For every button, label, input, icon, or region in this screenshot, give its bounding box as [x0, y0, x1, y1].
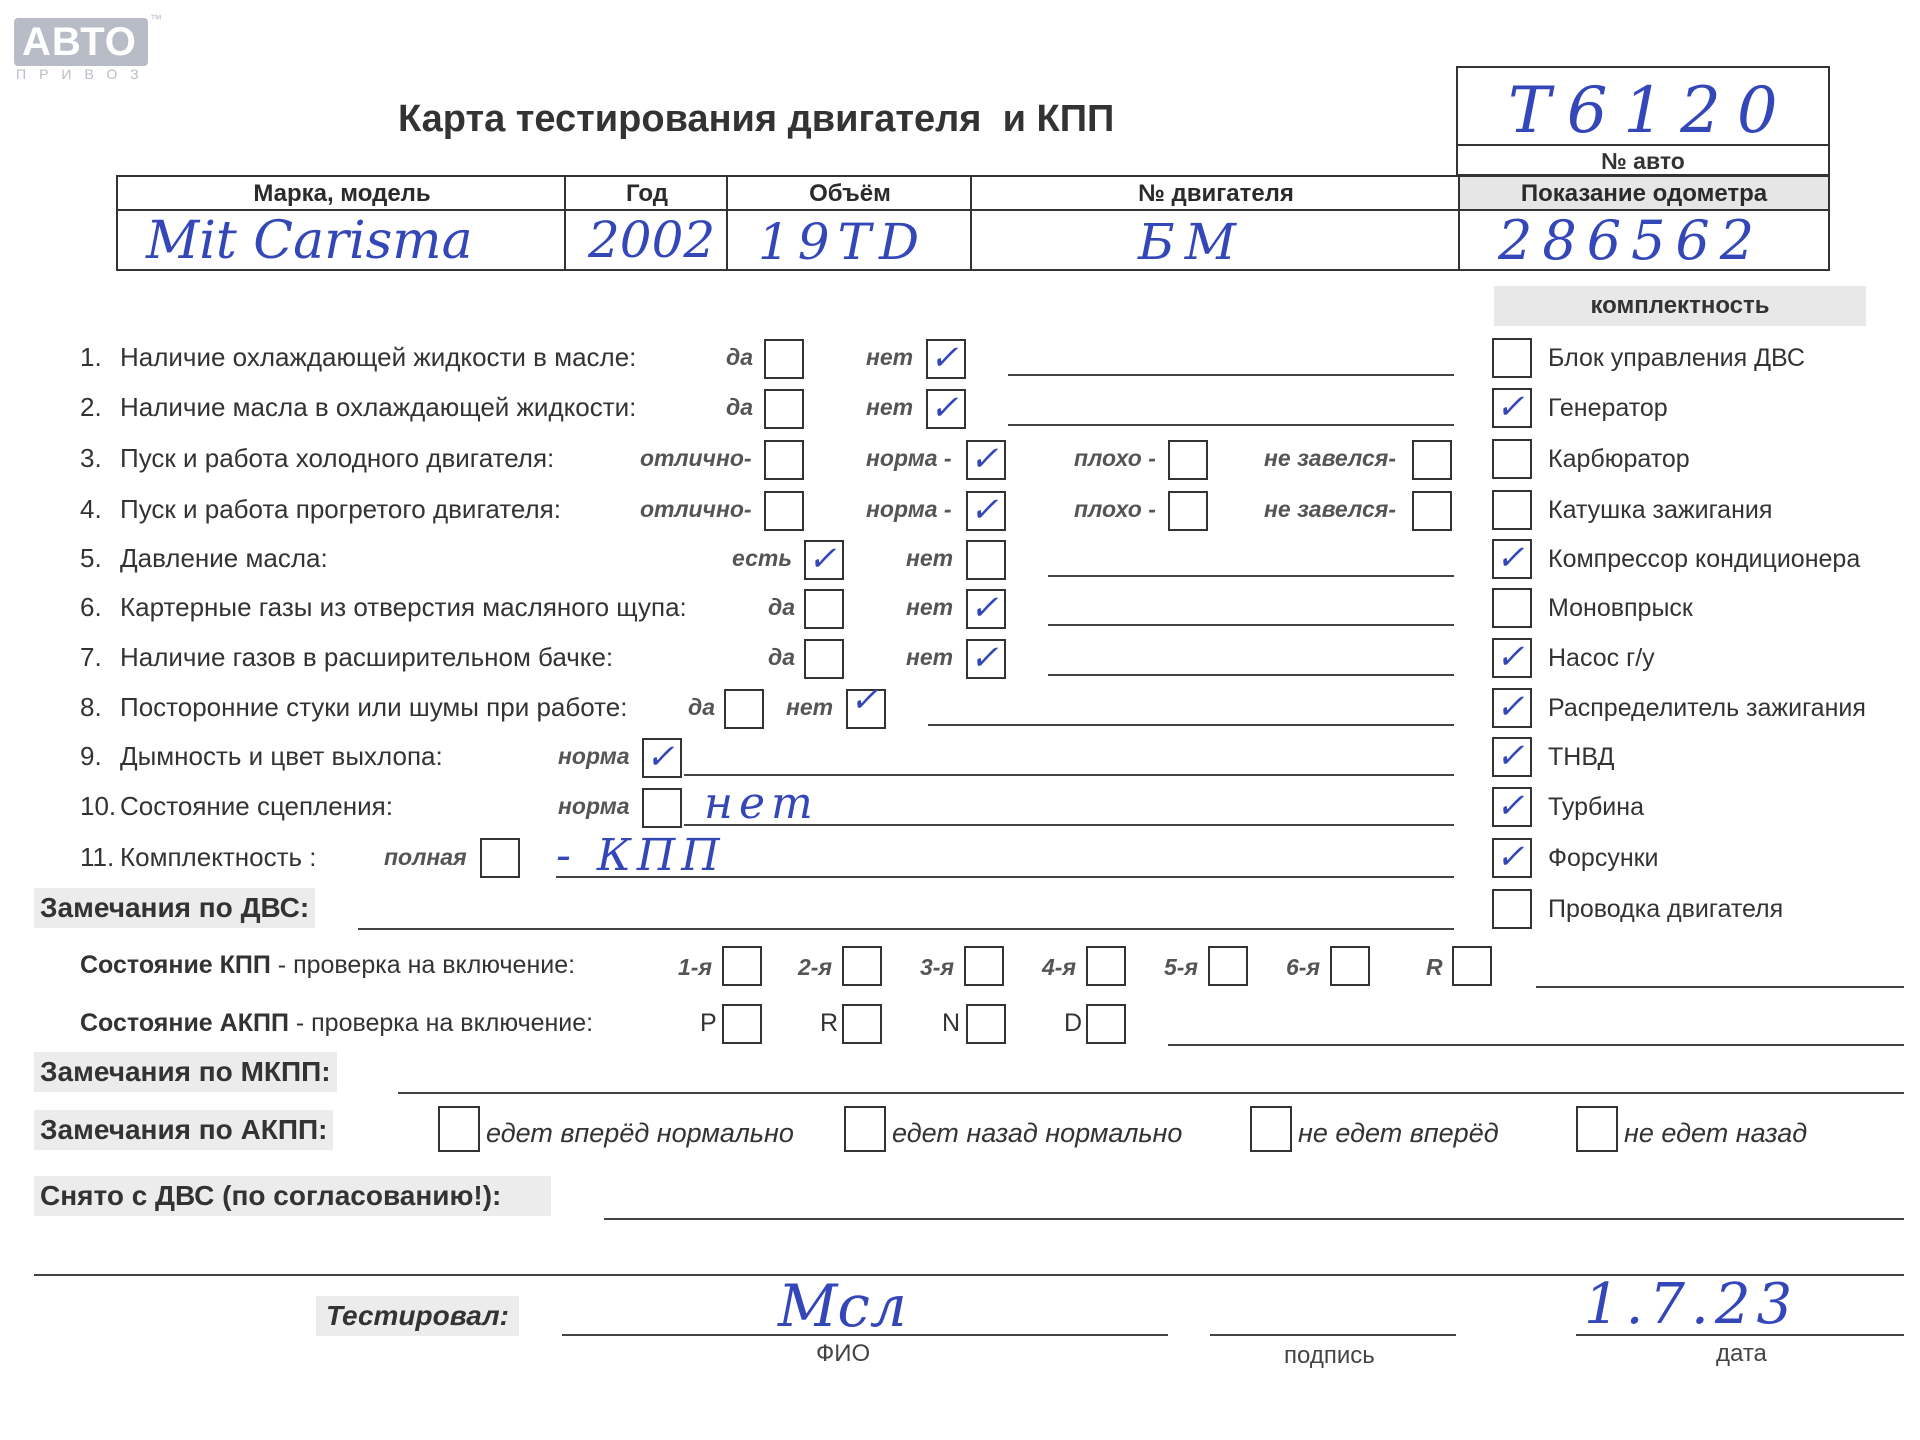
question-4-number: 4. [80, 494, 102, 524]
akpp-mode-p-label: P [700, 1009, 717, 1037]
question-11-full-checkbox[interactable] [480, 838, 520, 878]
akpp-mode-r-checkbox[interactable] [842, 1004, 882, 1044]
question-1-note-line [1008, 374, 1454, 376]
comp-label-6: Моновпрыск [1548, 594, 1693, 622]
akpp-forward-ok-label: едет вперёд нормально [486, 1118, 794, 1148]
question-2-note-line [1008, 424, 1454, 426]
question-2-yes-checkbox[interactable] [764, 389, 804, 429]
question-6-no-checkbox[interactable] [966, 589, 1006, 629]
question-5-number: 5. [80, 543, 102, 573]
check-mark: ✓ [1496, 637, 1525, 677]
kpp-gear-r-label: R [1426, 954, 1443, 980]
header-table [116, 175, 1830, 271]
akpp-no-backward-checkbox[interactable] [1576, 1106, 1618, 1152]
question-5-text: Давление масла: [120, 543, 328, 573]
remarks-mkpp-line [398, 1092, 1904, 1094]
odometer-value: 286562 [1498, 209, 1765, 272]
kpp-gear-6-checkbox[interactable] [1330, 946, 1370, 986]
question-4-nostart-label: не завелся- [1264, 496, 1396, 522]
question-7-text: Наличие газов в расширительном бачке: [120, 642, 614, 672]
logo-main-text: АВТО [22, 20, 137, 64]
check-mark: ✓ [930, 388, 959, 428]
check-mark: ✓ [930, 338, 959, 378]
question-4-normal-label: норма - [866, 496, 952, 522]
question-7-no-checkbox[interactable] [966, 639, 1006, 679]
kpp-gear-3-label: 3-я [920, 954, 954, 980]
kpp-gear-5-checkbox[interactable] [1208, 946, 1248, 986]
akpp-backward-ok-checkbox[interactable] [844, 1106, 886, 1152]
question-11-text: Комплектность : [120, 842, 317, 872]
kpp-gear-1-label: 1-я [678, 954, 712, 980]
comp-label-12: Проводка двигателя [1548, 895, 1784, 923]
akpp-mode-d-label: D [1064, 1009, 1083, 1037]
question-3-bad-label: плохо - [1074, 445, 1156, 471]
date-caption: дата [1716, 1340, 1767, 1367]
logo-sub-text: ПРИВОЗ [16, 66, 152, 82]
comp-label-4: Катушка зажигания [1548, 496, 1773, 524]
comp-label-11: Форсунки [1548, 844, 1659, 872]
comp-label-5: Компрессор кондиционера [1548, 545, 1861, 573]
comp-checkbox-6[interactable] [1492, 588, 1532, 628]
question-3-number: 3. [80, 443, 102, 473]
check-mark: ✓ [970, 638, 999, 678]
removed-line [604, 1218, 1904, 1220]
question-10-number: 10. [80, 791, 117, 821]
question-8-no-label: нет [786, 694, 834, 720]
question-9-number: 9. [80, 741, 102, 771]
question-6-yes-checkbox[interactable] [804, 589, 844, 629]
remarks-mkpp-label: Замечания по МКПП: [34, 1052, 337, 1092]
car-number-value: T6120 [1508, 74, 1794, 148]
comp-checkbox-10[interactable] [1492, 787, 1532, 827]
question-5-yes-label: есть [732, 545, 792, 571]
question-2-yes-label: да [726, 394, 754, 420]
date-line [1576, 1334, 1904, 1336]
comp-label-7: Насос г/у [1548, 644, 1655, 672]
question-2-text: Наличие масла в охлаждающей жидкости: [120, 392, 637, 422]
question-7-note-line [1048, 674, 1454, 676]
question-9-normal-label: норма [558, 743, 630, 769]
question-2-no-label: нет [866, 394, 914, 420]
header-year-label: Год [626, 180, 668, 207]
date-value: 1.7.23 [1584, 1272, 1799, 1337]
question-4-nostart-checkbox[interactable] [1412, 491, 1452, 531]
question-4-excellent-label: отлично- [640, 496, 752, 522]
question-11-number: 11. [80, 842, 115, 872]
question-8-yes-label: да [688, 694, 716, 720]
question-4-bad-label: плохо - [1074, 496, 1156, 522]
comp-label-8: Распределитель зажигания [1548, 694, 1866, 722]
question-5-yes-checkbox[interactable] [804, 540, 844, 580]
check-mark: ✓ [808, 539, 837, 579]
question-3-text: Пуск и работа холодного двигателя: [120, 443, 555, 473]
question-7-number: 7. [80, 642, 102, 672]
year-value: 2002 [588, 211, 716, 269]
question-8-number: 8. [80, 692, 102, 722]
remarks-akpp-label: Замечания по АКПП: [34, 1110, 333, 1150]
kpp-gear-2-checkbox[interactable] [842, 946, 882, 986]
fio-caption: ФИО [816, 1340, 871, 1367]
kpp-gear-4-checkbox[interactable] [1086, 946, 1126, 986]
akpp-mode-d-checkbox[interactable] [1086, 1004, 1126, 1044]
akpp-label-bold: Состояние АКПП [80, 1009, 289, 1037]
car-number-box [1456, 66, 1830, 176]
question-3-excellent-checkbox[interactable] [764, 440, 804, 480]
header-odometer-label: Показание одометра [1520, 180, 1768, 207]
question-1-yes-label: да [726, 344, 754, 370]
question-5-note-line [1048, 575, 1454, 577]
question-1-number: 1. [80, 342, 102, 372]
model-value: Mit Carisma [146, 211, 473, 271]
volume-value: 19TD [758, 213, 928, 271]
question-6-text: Картерные газы из отверстия масляного щупа: [120, 592, 687, 622]
question-7-yes-checkbox[interactable] [804, 639, 844, 679]
check-mark: ✓ [970, 439, 999, 479]
check-mark: ✓ [970, 490, 999, 530]
question-3-normal-checkbox[interactable] [966, 440, 1006, 480]
check-mark: ✓ [970, 588, 999, 628]
comp-label-10: Турбина [1548, 793, 1644, 821]
akpp-note-line [1168, 1044, 1904, 1046]
comp-checkbox-3[interactable] [1492, 439, 1532, 479]
question-2-number: 2. [80, 392, 102, 422]
remarks-dvs-line [358, 928, 1454, 930]
question-1-text: Наличие охлаждающей жидкости в масле: [120, 342, 637, 372]
question-6-number: 6. [80, 592, 102, 622]
question-11-note: - КПП [556, 830, 726, 881]
kpp-gear-2-label: 2-я [798, 954, 832, 980]
comp-label-1: Блок управления ДВС [1548, 344, 1805, 372]
question-1-no-checkbox[interactable] [926, 339, 966, 379]
comp-checkbox-4[interactable] [1492, 490, 1532, 530]
remarks-dvs-label: Замечания по ДВС: [34, 888, 315, 928]
question-9-normal-checkbox[interactable] [642, 738, 682, 778]
question-10-normal-label: норма [558, 793, 630, 819]
akpp-backward-ok-label: едет назад нормально [892, 1118, 1183, 1148]
kpp-gear-1-checkbox[interactable] [722, 946, 762, 986]
comp-checkbox-5[interactable] [1492, 539, 1532, 579]
logo [14, 18, 148, 66]
comp-checkbox-8[interactable] [1492, 688, 1532, 728]
question-11-full-label: полная [384, 844, 467, 870]
comp-checkbox-1[interactable] [1492, 338, 1532, 378]
akpp-mode-p-checkbox[interactable] [722, 1004, 762, 1044]
kpp-gear-4-label: 4-я [1042, 954, 1076, 980]
comp-checkbox-2[interactable] [1492, 388, 1532, 428]
question-10-normal-checkbox[interactable] [642, 788, 682, 828]
akpp-no-forward-label: не едет вперёд [1298, 1118, 1499, 1148]
question-10-note-line [684, 824, 1454, 826]
question-9-text: Дымность и цвет выхлопа: [120, 741, 443, 771]
question-8-note-line [928, 724, 1454, 726]
question-6-yes-label: да [768, 594, 796, 620]
question-7-yes-label: да [768, 644, 796, 670]
question-4-text: Пуск и работа прогретого двигателя: [120, 494, 561, 524]
question-8-no-checkbox[interactable] [846, 680, 886, 729]
kpp-gear-6-label: 6-я [1286, 954, 1320, 980]
car-number-label: № авто [1601, 148, 1685, 174]
check-mark: ✓ [1496, 538, 1525, 578]
logo-tm: ™ [150, 12, 162, 26]
akpp-label [80, 1009, 593, 1038]
question-10-note: нет [704, 778, 819, 829]
akpp-forward-ok-checkbox[interactable] [438, 1106, 480, 1152]
header-model-label: Марка, модель [253, 180, 431, 207]
kpp-label-rest: - проверка на включение: [270, 951, 576, 979]
header-engine-label: № двигателя [1138, 180, 1294, 207]
kpp-label-bold: Состояние КПП [80, 951, 271, 979]
question-3-nostart-label: не завелся- [1264, 445, 1396, 471]
question-3-excellent-label: отлично- [640, 445, 752, 471]
question-4-excellent-checkbox[interactable] [764, 491, 804, 531]
question-8-yes-checkbox[interactable] [724, 689, 764, 729]
comp-checkbox-11[interactable] [1492, 838, 1532, 878]
question-2-no-checkbox[interactable] [926, 389, 966, 429]
kpp-gear-5-label: 5-я [1164, 954, 1198, 980]
question-3-nostart-checkbox[interactable] [1412, 440, 1452, 480]
question-9-note-line [684, 774, 1454, 776]
question-8-text: Посторонние стуки или шумы при работе: [120, 692, 628, 722]
tested-label: Тестировал: [316, 1296, 519, 1336]
comp-checkbox-12[interactable] [1492, 889, 1532, 929]
comp-checkbox-9[interactable] [1492, 737, 1532, 777]
header-volume-label: Объём [809, 180, 891, 207]
question-6-no-label: нет [906, 594, 954, 620]
check-mark: ✓ [646, 737, 675, 777]
fio-line [562, 1334, 1168, 1336]
comp-label-2: Генератор [1548, 394, 1668, 422]
signature-caption: подпись [1284, 1342, 1375, 1369]
signature-line [1210, 1334, 1456, 1336]
akpp-label-rest: - проверка на включение: [288, 1009, 594, 1037]
check-mark: ✓ [1496, 837, 1525, 877]
comp-checkbox-7[interactable] [1492, 638, 1532, 678]
question-4-bad-checkbox[interactable] [1168, 491, 1208, 531]
question-7-no-label: нет [906, 644, 954, 670]
question-1-no-label: нет [866, 344, 914, 370]
question-4-normal-checkbox[interactable] [966, 491, 1006, 531]
check-mark: ✓ [1496, 736, 1525, 776]
question-10-text: Состояние сцепления: [120, 791, 393, 821]
akpp-no-forward-checkbox[interactable] [1250, 1106, 1292, 1152]
akpp-no-backward-label: не едет назад [1624, 1118, 1808, 1148]
question-3-bad-checkbox[interactable] [1168, 440, 1208, 480]
completeness-title: комплектность [1494, 286, 1866, 326]
kpp-gear-r-checkbox[interactable] [1452, 946, 1492, 986]
question-3-normal-label: норма - [866, 445, 952, 471]
check-mark: ✓ [850, 680, 879, 720]
check-mark: ✓ [1496, 387, 1525, 427]
engine-no-value: БМ [1138, 213, 1246, 271]
question-1-yes-checkbox[interactable] [764, 339, 804, 379]
removed-label: Снято с ДВС (по согласованию!): [34, 1176, 551, 1216]
question-5-no-label: нет [906, 545, 954, 571]
akpp-mode-n-label: N [942, 1009, 961, 1037]
comp-label-3: Карбюратор [1548, 445, 1690, 473]
kpp-note-line [1536, 986, 1904, 988]
question-5-no-checkbox[interactable] [966, 540, 1006, 580]
kpp-label [80, 951, 575, 980]
tester-signature: Мсл [778, 1272, 907, 1340]
akpp-mode-n-checkbox[interactable] [966, 1004, 1006, 1044]
question-11-note-line [556, 876, 1454, 878]
check-mark: ✓ [1496, 687, 1525, 727]
check-mark: ✓ [1496, 786, 1525, 826]
akpp-mode-r-label: R [820, 1009, 839, 1037]
comp-label-9: ТНВД [1548, 743, 1615, 771]
page-title: Карта тестирования двигателя и КПП [398, 98, 1115, 140]
kpp-gear-3-checkbox[interactable] [964, 946, 1004, 986]
question-6-note-line [1048, 624, 1454, 626]
